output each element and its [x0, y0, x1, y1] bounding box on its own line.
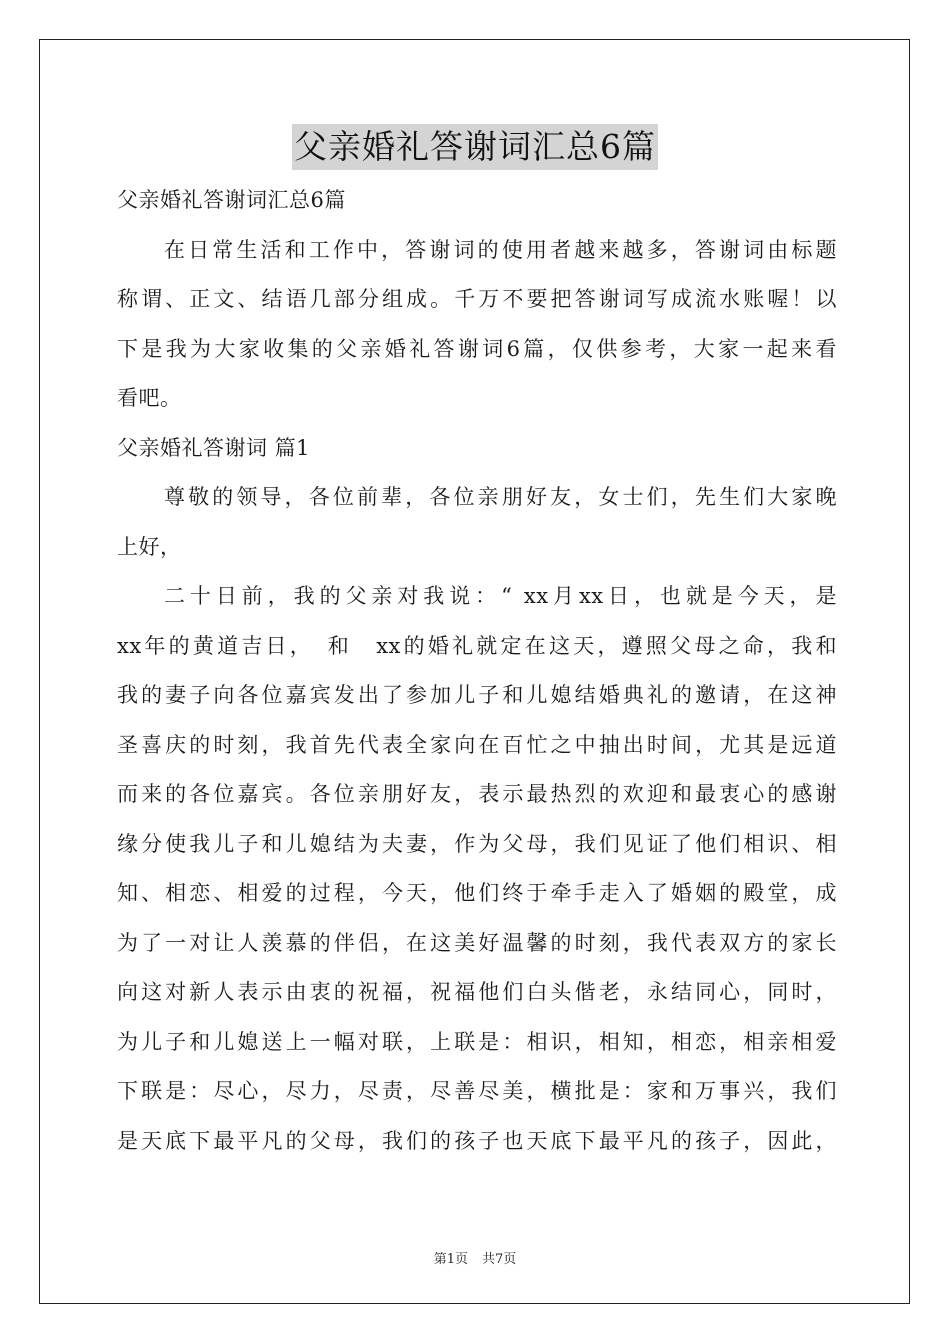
body-text-line: 向这对新人表示由衷的祝福，祝福他们白头偕老，永结同心，同时， — [117, 980, 837, 1004]
section-heading: 父亲婚礼答谢词 篇1 — [117, 435, 311, 460]
body-text-line: 称谓、正文、结语几部分组成。千万不要把答谢词写成流水账喔！以 — [117, 287, 837, 311]
body-text-line: 二十日前，我的父亲对我说：“ xx月xx日，也就是今天，是 — [164, 584, 837, 608]
body-text-line: 下联是：尽心，尽力，尽责，尽善尽美，横批是：家和万事兴，我们 — [117, 1079, 837, 1103]
body-text-line: 尊敬的领导，各位前辈，各位亲朋好友，女士们，先生们大家晚 — [164, 485, 837, 509]
document-body — [117, 178, 837, 1168]
body-text-line: 为了一对让人羡慕的伴侣，在这美好温馨的时刻，我代表双方的家长 — [117, 930, 837, 955]
body-text-line: 知、相恋、相爱的过程，今天，他们终于牵手走入了婚姻的殿堂，成 — [117, 881, 837, 905]
page-total: 共7页 — [482, 1252, 517, 1267]
document-title-text: 父亲婚礼答谢词汇总6篇 — [292, 124, 658, 170]
page-number: 第1页 — [433, 1252, 468, 1267]
body-text-line: 缘分使我儿子和儿媳结为夫妻，作为父母，我们见证了他们相识、相 — [117, 831, 837, 856]
body-text-line: 我的妻子向各位嘉宾发出了参加儿子和儿媳结婚典礼的邀请，在这神 — [117, 683, 837, 707]
body-text-line: 看吧。 — [117, 386, 182, 410]
body-text-line: 是天底下最平凡的父母，我们的孩子也天底下最平凡的孩子，因此， — [117, 1128, 837, 1153]
document-title — [0, 124, 950, 172]
body-text-line: 上好， — [117, 534, 182, 559]
subtitle-line: 父亲婚礼答谢词汇总6篇 — [117, 188, 346, 212]
body-text-line: xx年的黄道吉日， 和 xx的婚礼就定在这天，遵照父母之命，我和 — [117, 633, 837, 658]
body-text-line: 为儿子和儿媳送上一幅对联，上联是：相识，相知，相恋，相亲相爱 — [117, 1029, 837, 1054]
body-text-line: 圣喜庆的时刻，我首先代表全家向在百忙之中抽出时间，尤其是远道 — [117, 732, 837, 757]
body-text-line: 而来的各位嘉宾。各位亲朋好友，表示最热烈的欢迎和最衷心的感谢 — [117, 782, 837, 806]
page-footer — [0, 1248, 950, 1267]
body-text-line: 在日常生活和工作中，答谢词的使用者越来越多，答谢词由标题 — [164, 237, 837, 262]
body-text-line: 下是我为大家收集的父亲婚礼答谢词6篇，仅供参考，大家一起来看 — [117, 336, 837, 361]
